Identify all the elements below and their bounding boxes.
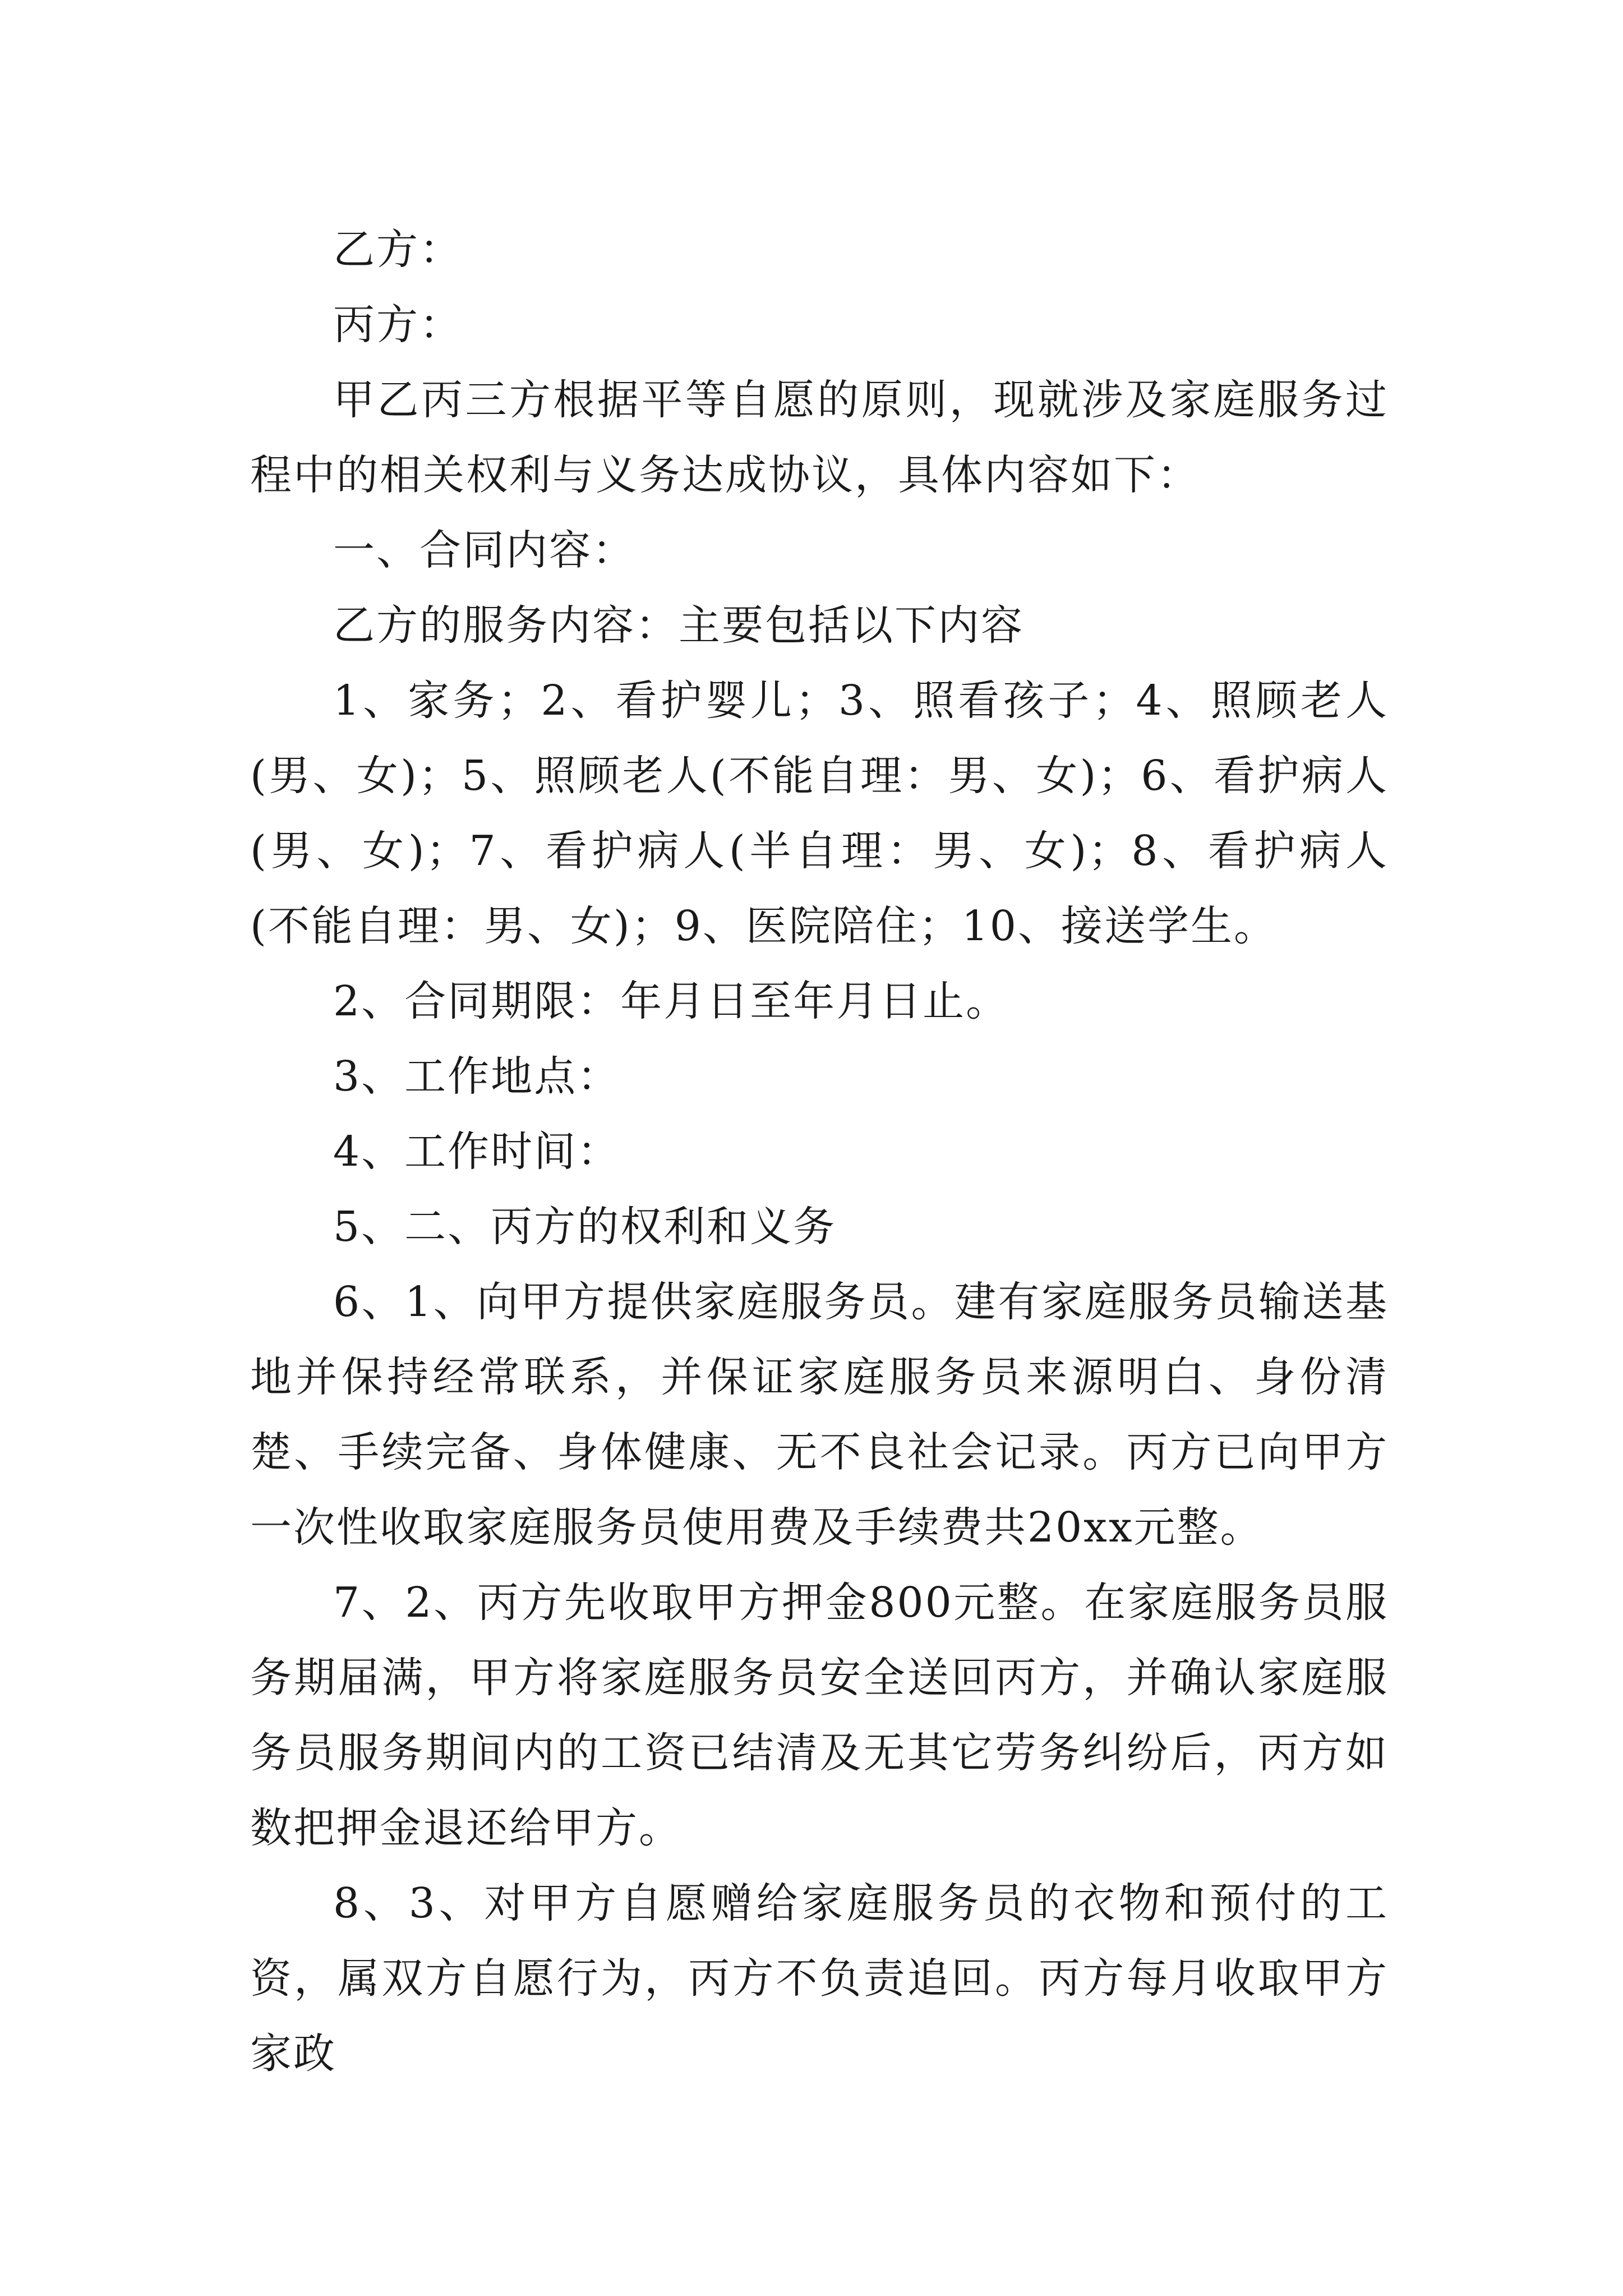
work-location: 3、工作地点： [333,1052,621,1101]
party-c-line: 丙方： [333,301,463,349]
clause-gifts-wages: 8、3、对甲方自愿赠给家庭服务员的衣物和预付的工资，属双方自愿行为，丙方不负责追回。丙方每月收取甲方家政 [250,1879,1389,2078]
agreement-intro: 甲乙丙三方根据平等自愿的原则，现就涉及家庭服务过程中的相关权利与义务达成协议，具体内容如下： [250,376,1389,499]
section-heading-contract-content: 一、合同内容： [333,526,635,574]
clause-deposit: 7、2、丙方先收取甲方押金800元整。在家庭服务员服务期届满，甲方将家庭服务员安全送回丙方，并确认家庭服务员服务期间内的工资已结清及无其它劳务纠纷后，丙方如数把押金退还给甲方。 [250,1579,1389,1852]
section-heading-party-c-rights: 5、二、丙方的权利和义务 [333,1203,837,1251]
contract-term: 2、合同期限：年月日至年月日止。 [333,977,1009,1025]
party-b-line: 乙方： [333,226,463,274]
clause-provide-staff: 6、1、向甲方提供家庭服务员。建有家庭服务员输送基地并保持经常联系，并保证家庭服务员来源明白、身份清楚、手续完备、身体健康、无不良社会记录。丙方已向甲方一次性收取家庭服务员使用费及手续费共20xx元整。 [250,1278,1389,1552]
document-body [250,212,1389,2091]
service-content-heading: 乙方的服务内容：主要包括以下内容 [333,601,1024,650]
work-hours: 4、工作时间： [333,1128,621,1176]
service-items-list: 1、家务；2、看护婴儿；3、照看孩子；4、照顾老人(男、女)；5、照顾老人(不能自理：男、女)；6、看护病人(男、女)；7、看护病人(半自理：男、女)；8、看护病人(不能自理：男、女)；9、医院陪住；10、接送学生。 [250,677,1389,950]
